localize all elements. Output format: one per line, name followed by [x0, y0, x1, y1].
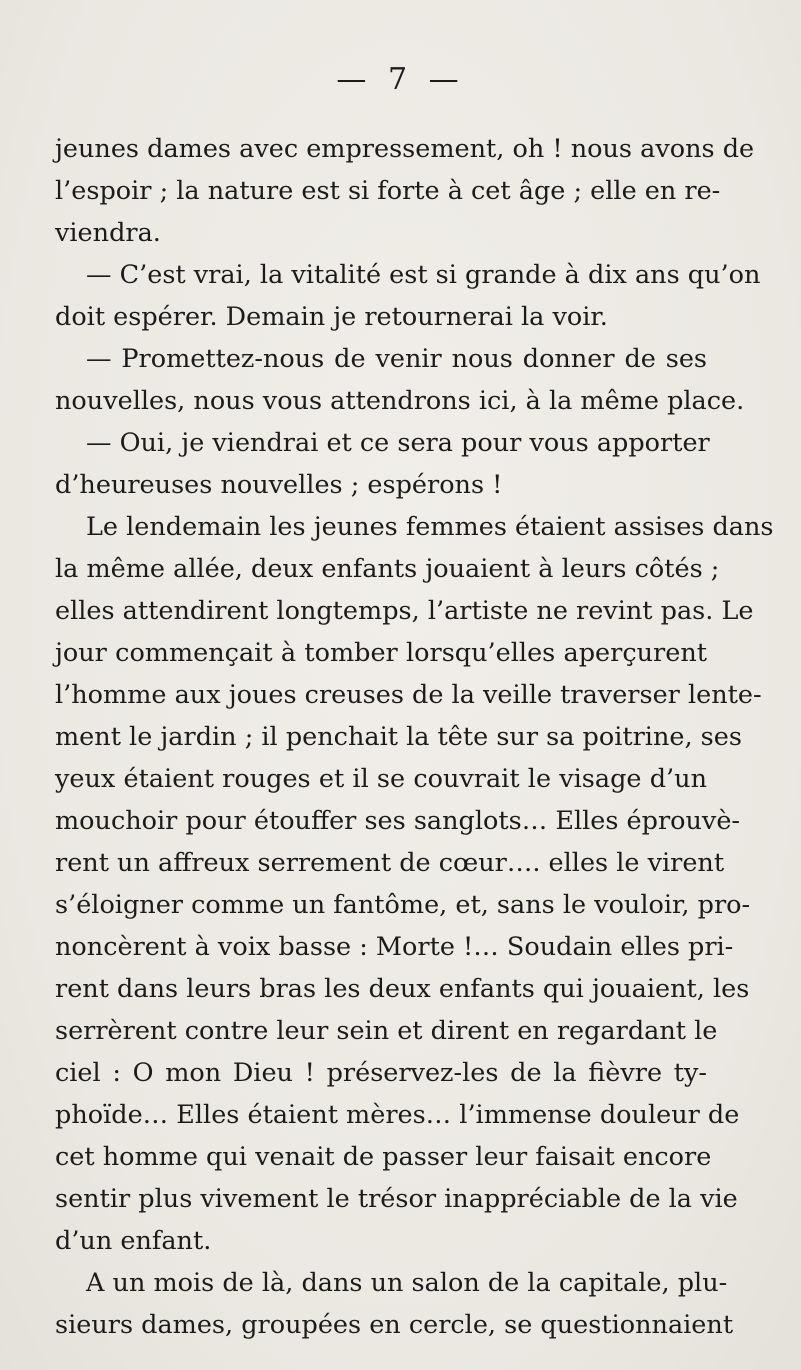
text-line: yeux étaient rouges et il se couvrait le visage d’un [55, 764, 707, 794]
text-line: noncèrent à voix basse : Morte !… Soudain elles pri- [55, 932, 734, 962]
text-line: nouvelles, nous vous attendrons ici, à la même place. [55, 386, 745, 416]
text-line: l’homme aux joues creuses de la veille traverser lente- [55, 680, 762, 710]
text-line: cet homme qui venait de passer leur faisait encore [55, 1142, 712, 1172]
text-line: ment le jardin ; il penchait la tête sur sa poitrine, ses [55, 722, 742, 752]
text-line: d’un enfant. [55, 1226, 212, 1256]
text-line: s’éloigner comme un fantôme, et, sans le vouloir, pro- [55, 890, 751, 920]
text-line: ciel : O mon Dieu ! préservez-les de la fièvre ty- [55, 1058, 707, 1088]
text-line: serrèrent contre leur sein et dirent en regardant le [55, 1016, 718, 1046]
text-line: — Promettez-nous de venir nous donner de ses [86, 344, 707, 374]
text-line: elles attendirent longtemps, l’artiste ne revint pas. Le [55, 596, 754, 626]
text-line: sieurs dames, groupées en cercle, se questionnaient [55, 1310, 734, 1340]
text-line: la même allée, deux enfants jouaient à leurs côtés ; [55, 554, 720, 584]
text-line: mouchoir pour étouffer ses sanglots… Elles éprouvè- [55, 806, 741, 836]
text-line: sentir plus vivement le trésor inappréciable de la vie [55, 1184, 738, 1214]
text-line: l’espoir ; la nature est si forte à cet âge ; elle en re- [55, 176, 721, 206]
text-line: jour commençait à tomber lorsqu’elles aperçurent [55, 638, 707, 668]
text-line: d’heureuses nouvelles ; espérons ! [55, 470, 503, 500]
text-line: Le lendemain les jeunes femmes étaient assises dans [86, 512, 774, 542]
text-line: — C’est vrai, la vitalité est si grande à dix ans qu’on [86, 260, 761, 290]
text-line: jeunes dames avec empressement, oh ! nous avons de [55, 134, 755, 164]
text-line: rent dans leurs bras les deux enfants qui jouaient, les [55, 974, 750, 1004]
text-line: — Oui, je viendrai et ce sera pour vous apporter [86, 428, 710, 458]
text-line: doit espérer. Demain je retournerai la voir. [55, 302, 608, 332]
text-line: rent un affreux serrement de cœur…. elles le virent [55, 848, 725, 878]
page-number: — 7 — [336, 62, 465, 97]
text-line: viendra. [55, 218, 161, 248]
text-line: phoïde… Elles étaient mères… l’immense douleur de [55, 1100, 740, 1130]
text-line: A un mois de là, dans un salon de la capitale, plu- [86, 1268, 728, 1298]
